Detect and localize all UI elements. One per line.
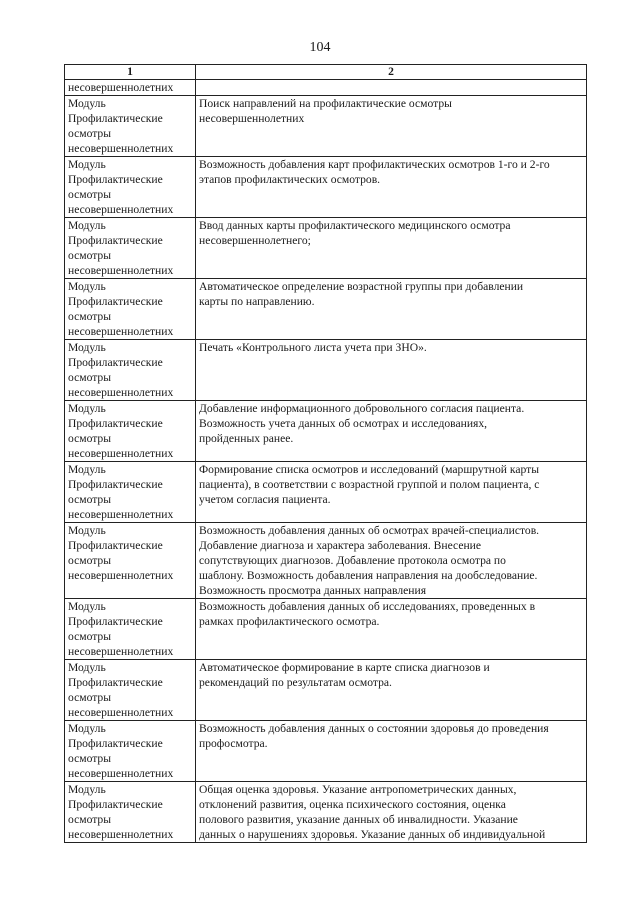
function-description-cell: Возможность добавления данных об исследованиях, проведенных в рамках профилактического осмотра.: [196, 599, 587, 660]
module-name-cell: Модуль Профилактические осмотры несовершеннолетних: [65, 401, 196, 462]
column-header-1: 1: [65, 65, 196, 80]
table-row: [65, 218, 587, 279]
module-name-cell: Модуль Профилактические осмотры несовершеннолетних: [65, 721, 196, 782]
function-description-cell: Автоматическое формирование в карте списка диагнозов и рекомендаций по результатам осмотра.: [196, 660, 587, 721]
module-name-cell: Модуль Профилактические осмотры несовершеннолетних: [65, 462, 196, 523]
continuation-row: [65, 80, 587, 96]
function-description-cell: Добавление информационного добровольного согласия пациента. Возможность учета данных об осмотрах и исследованиях, пройденных ранее.: [196, 401, 587, 462]
continuation-cell: несовершеннолетних: [65, 80, 196, 96]
requirements-table: [64, 64, 587, 843]
table-row: [65, 157, 587, 218]
table-row: [65, 782, 587, 843]
table-row: [65, 279, 587, 340]
function-description-cell: Ввод данных карты профилактического медицинского осмотра несовершеннолетнего;: [196, 218, 587, 279]
module-name-cell: Модуль Профилактические осмотры несовершеннолетних: [65, 782, 196, 843]
table-row: [65, 523, 587, 599]
column-header-2: 2: [196, 65, 587, 80]
function-description-cell: Печать «Контрольного листа учета при ЗНО».: [196, 340, 587, 401]
module-name-cell: Модуль Профилактические осмотры несовершеннолетних: [65, 599, 196, 660]
table-row: [65, 599, 587, 660]
continuation-cell-empty: [196, 80, 587, 96]
module-name-cell: Модуль Профилактические осмотры несовершеннолетних: [65, 218, 196, 279]
function-description-cell: Возможность добавления данных о состоянии здоровья до проведения профосмотра.: [196, 721, 587, 782]
function-description-cell: Возможность добавления данных об осмотрах врачей-специалистов. Добавление диагноза и характера заболевания. Внесение сопутствующих диагнозов. Добавление протокола осмотра по шаблону. Возможность добавления направления на дообследование. Возможность просмотра данных направления: [196, 523, 587, 599]
function-description-cell: Поиск направлений на профилактические осмотры несовершеннолетних: [196, 96, 587, 157]
function-description-cell: Автоматическое определение возрастной группы при добавлении карты по направлению.: [196, 279, 587, 340]
table-row: [65, 660, 587, 721]
table-header-row: [65, 65, 587, 80]
module-name-cell: Модуль Профилактические осмотры несовершеннолетних: [65, 279, 196, 340]
module-name-cell: Модуль Профилактические осмотры несовершеннолетних: [65, 523, 196, 599]
function-description-cell: Возможность добавления карт профилактических осмотров 1-го и 2-го этапов профилактических осмотров.: [196, 157, 587, 218]
module-name-cell: Модуль Профилактические осмотры несовершеннолетних: [65, 96, 196, 157]
table-row: [65, 96, 587, 157]
module-name-cell: Модуль Профилактические осмотры несовершеннолетних: [65, 660, 196, 721]
table-row: [65, 340, 587, 401]
function-description-cell: Формирование списка осмотров и исследований (маршрутной карты пациента), в соответствии с возрастной группой и полом пациента, с учетом согласия пациента.: [196, 462, 587, 523]
function-description-cell: Общая оценка здоровья. Указание антропометрических данных, отклонений развития, оценка психического состояния, оценка полового развития, указание данных об инвалидности. Указание данных о нарушениях здоровья. Указание данных об индивидуальной: [196, 782, 587, 843]
module-name-cell: Модуль Профилактические осмотры несовершеннолетних: [65, 157, 196, 218]
table-row: [65, 721, 587, 782]
table-row: [65, 462, 587, 523]
module-name-cell: Модуль Профилактические осмотры несовершеннолетних: [65, 340, 196, 401]
table-row: [65, 401, 587, 462]
page-number: 104: [309, 40, 331, 55]
